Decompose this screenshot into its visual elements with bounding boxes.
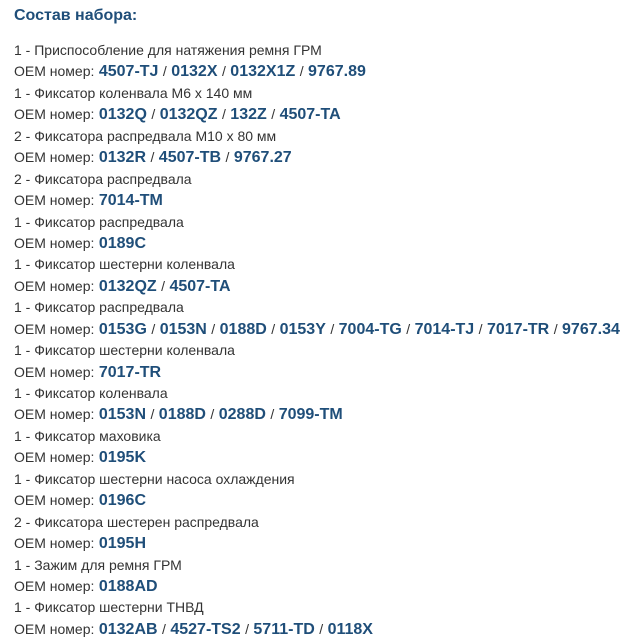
- oem-code: 9767.89: [308, 63, 366, 81]
- oem-number-label: OEM номер:: [14, 106, 95, 123]
- oem-number-label: OEM номер:: [14, 277, 95, 294]
- kit-item-description: 1 - Фиксатор шестерни насоса охлаждения: [14, 470, 295, 487]
- oem-code-list: [99, 492, 146, 509]
- kit-item-description-line: [14, 40, 629, 61]
- kit-item-description: 1 - Фиксатор распредвала: [14, 213, 184, 230]
- oem-code: 0132R: [98, 149, 146, 167]
- kit-items-list: [14, 40, 629, 640]
- oem-number-line: [14, 104, 629, 125]
- oem-code: 0288D: [218, 406, 266, 424]
- oem-code-separator: /: [211, 320, 216, 337]
- oem-code: 0132Q: [98, 106, 147, 124]
- kit-item-description: 2 - Фиксатора распредвала М10 х 80 мм: [14, 127, 277, 144]
- oem-code: 7004-TG: [338, 320, 402, 338]
- kit-item-description-line: [14, 169, 629, 190]
- oem-code-list: [99, 406, 343, 423]
- oem-code-separator: /: [221, 106, 226, 123]
- oem-code-list: [99, 321, 620, 338]
- oem-code-list: [99, 63, 366, 80]
- oem-code-separator: /: [221, 63, 226, 80]
- oem-number-line: [14, 362, 629, 383]
- oem-number-line: [14, 576, 629, 597]
- kit-item-description-line: [14, 340, 629, 361]
- kit-item-description-line: [14, 512, 629, 533]
- oem-code-list: [99, 578, 158, 595]
- oem-code-list: [99, 535, 146, 552]
- oem-code-list: [99, 364, 161, 381]
- kit-item: [14, 597, 629, 640]
- oem-number-line: [14, 319, 629, 340]
- oem-number-label: OEM номер:: [14, 449, 95, 466]
- oem-code-separator: /: [210, 406, 215, 423]
- oem-number-line: [14, 147, 629, 168]
- oem-code-list: [99, 621, 373, 638]
- kit-item-description-line: [14, 297, 629, 318]
- oem-code: 0188AD: [98, 577, 158, 595]
- kit-item-description-line: [14, 426, 629, 447]
- oem-code: 0188D: [158, 406, 206, 424]
- kit-item: [14, 383, 629, 426]
- kit-item-description: 1 - Фиксатор шестерни коленвала: [14, 342, 235, 359]
- oem-code-separator: /: [161, 277, 165, 294]
- kit-item-description-line: [14, 383, 629, 404]
- oem-code-separator: /: [271, 106, 276, 123]
- kit-item-description: 1 - Фиксатор распредвала: [14, 299, 184, 316]
- kit-item: [14, 83, 629, 126]
- kit-item-description-line: [14, 555, 629, 576]
- oem-code-separator: /: [245, 620, 249, 637]
- kit-item: [14, 469, 629, 512]
- kit-item-description: 1 - Фиксатор коленвала М6 х 140 мм: [14, 84, 253, 101]
- oem-code: 7014-TJ: [414, 320, 475, 338]
- oem-number-label: OEM номер:: [14, 620, 95, 637]
- oem-number-line: [14, 490, 629, 511]
- oem-code: 0189C: [98, 234, 146, 252]
- oem-number-line: [14, 619, 629, 640]
- oem-number-label: OEM номер:: [14, 149, 95, 166]
- oem-code: 0132QZ: [159, 106, 218, 124]
- oem-code: 7017-TR: [486, 320, 550, 338]
- oem-code-list: [99, 449, 146, 466]
- oem-code: 0153Y: [279, 320, 326, 338]
- kit-item-description-line: [14, 83, 629, 104]
- oem-number-label: OEM номер:: [14, 363, 95, 380]
- oem-code-list: [99, 278, 231, 295]
- oem-code: 0195K: [98, 449, 146, 467]
- oem-code: 4507-TB: [158, 149, 222, 167]
- oem-code-separator: /: [162, 620, 166, 637]
- oem-code-separator: /: [150, 149, 155, 166]
- oem-code: 0153G: [98, 320, 147, 338]
- oem-number-line: [14, 61, 629, 82]
- oem-code-separator: /: [151, 106, 156, 123]
- kit-item-description-line: [14, 126, 629, 147]
- oem-number-label: OEM номер:: [14, 406, 95, 423]
- oem-code: 7017-TR: [98, 363, 162, 381]
- oem-code-separator: /: [162, 63, 167, 80]
- oem-code: 0153N: [159, 320, 207, 338]
- oem-code: 0195H: [98, 535, 146, 553]
- oem-code: 132Z: [230, 106, 267, 124]
- oem-code-separator: /: [271, 320, 276, 337]
- oem-code-list: [99, 106, 341, 123]
- oem-number-label: OEM номер:: [14, 320, 95, 337]
- kit-item: [14, 340, 629, 383]
- oem-number-label: OEM номер:: [14, 535, 95, 552]
- oem-number-line: [14, 190, 629, 211]
- oem-code-separator: /: [478, 320, 483, 337]
- oem-code: 0188D: [219, 320, 267, 338]
- oem-code: 0196C: [98, 492, 146, 510]
- kit-item-description: 2 - Фиксатора распредвала: [14, 170, 192, 187]
- oem-code-separator: /: [553, 320, 558, 337]
- oem-number-line: [14, 404, 629, 425]
- kit-item: [14, 297, 629, 340]
- kit-item-description-line: [14, 254, 629, 275]
- oem-code-list: [99, 192, 163, 209]
- oem-code: 4507-TA: [279, 106, 341, 124]
- oem-number-label: OEM номер:: [14, 192, 95, 209]
- oem-code-separator: /: [225, 149, 230, 166]
- oem-code-separator: /: [299, 63, 304, 80]
- kit-item: [14, 212, 629, 255]
- oem-number-line: [14, 533, 629, 554]
- kit-item-description: 1 - Фиксатор шестерни ТНВД: [14, 599, 204, 616]
- oem-code: 4507-TA: [169, 277, 231, 295]
- oem-code: 0132AB: [98, 620, 158, 638]
- oem-code: 4507-TJ: [98, 63, 159, 81]
- kit-item-description: 1 - Фиксатор шестерни коленвала: [14, 256, 235, 273]
- kit-item-description-line: [14, 469, 629, 490]
- oem-number-line: [14, 233, 629, 254]
- kit-item-description-line: [14, 212, 629, 233]
- kit-item: [14, 254, 629, 297]
- oem-code: 9767.34: [562, 320, 620, 338]
- oem-number-label: OEM номер:: [14, 577, 95, 594]
- oem-number-label: OEM номер:: [14, 492, 95, 509]
- oem-number-label: OEM номер:: [14, 234, 95, 251]
- oem-code: 5711-TD: [253, 620, 315, 638]
- oem-code-separator: /: [319, 620, 324, 637]
- oem-code-separator: /: [330, 320, 335, 337]
- kit-item: [14, 512, 629, 555]
- kit-item-description: 1 - Фиксатор коленвала: [14, 385, 168, 401]
- oem-code-separator: /: [406, 320, 411, 337]
- kit-item-description: 1 - Зажим для ремня ГРМ: [14, 556, 182, 573]
- kit-item: [14, 169, 629, 212]
- kit-item: [14, 555, 629, 598]
- oem-code: 9767.27: [233, 149, 292, 167]
- kit-item-description: 1 - Фиксатор маховика: [14, 427, 161, 444]
- oem-code: 7014-TM: [98, 192, 163, 210]
- kit-item-description-line: [14, 597, 629, 618]
- oem-code-separator: /: [150, 406, 155, 423]
- oem-code: 0132X: [171, 63, 218, 81]
- oem-code: 0132QZ: [98, 277, 157, 295]
- oem-number-line: [14, 447, 629, 468]
- oem-code: 4527-TS2: [170, 620, 241, 638]
- oem-number-label: OEM номер:: [14, 63, 95, 80]
- oem-code-separator: /: [151, 320, 156, 337]
- oem-number-line: [14, 276, 629, 297]
- oem-code: 0132X1Z: [230, 63, 296, 81]
- oem-code-separator: /: [270, 406, 275, 423]
- kit-item-description: 2 - Фиксатора шестерен распредвала: [14, 513, 259, 530]
- kit-item: [14, 126, 629, 169]
- oem-code: 0118X: [327, 620, 373, 638]
- oem-code: 0153N: [98, 406, 146, 424]
- oem-code-list: [99, 235, 146, 252]
- kit-item: [14, 426, 629, 469]
- oem-code: 7099-TM: [278, 406, 343, 424]
- kit-title: Состав набора:: [14, 7, 138, 24]
- kit-item: [14, 40, 629, 83]
- kit-item-description: 1 - Приспособление для натяжения ремня ГРМ: [14, 42, 322, 58]
- oem-code-list: [99, 149, 292, 166]
